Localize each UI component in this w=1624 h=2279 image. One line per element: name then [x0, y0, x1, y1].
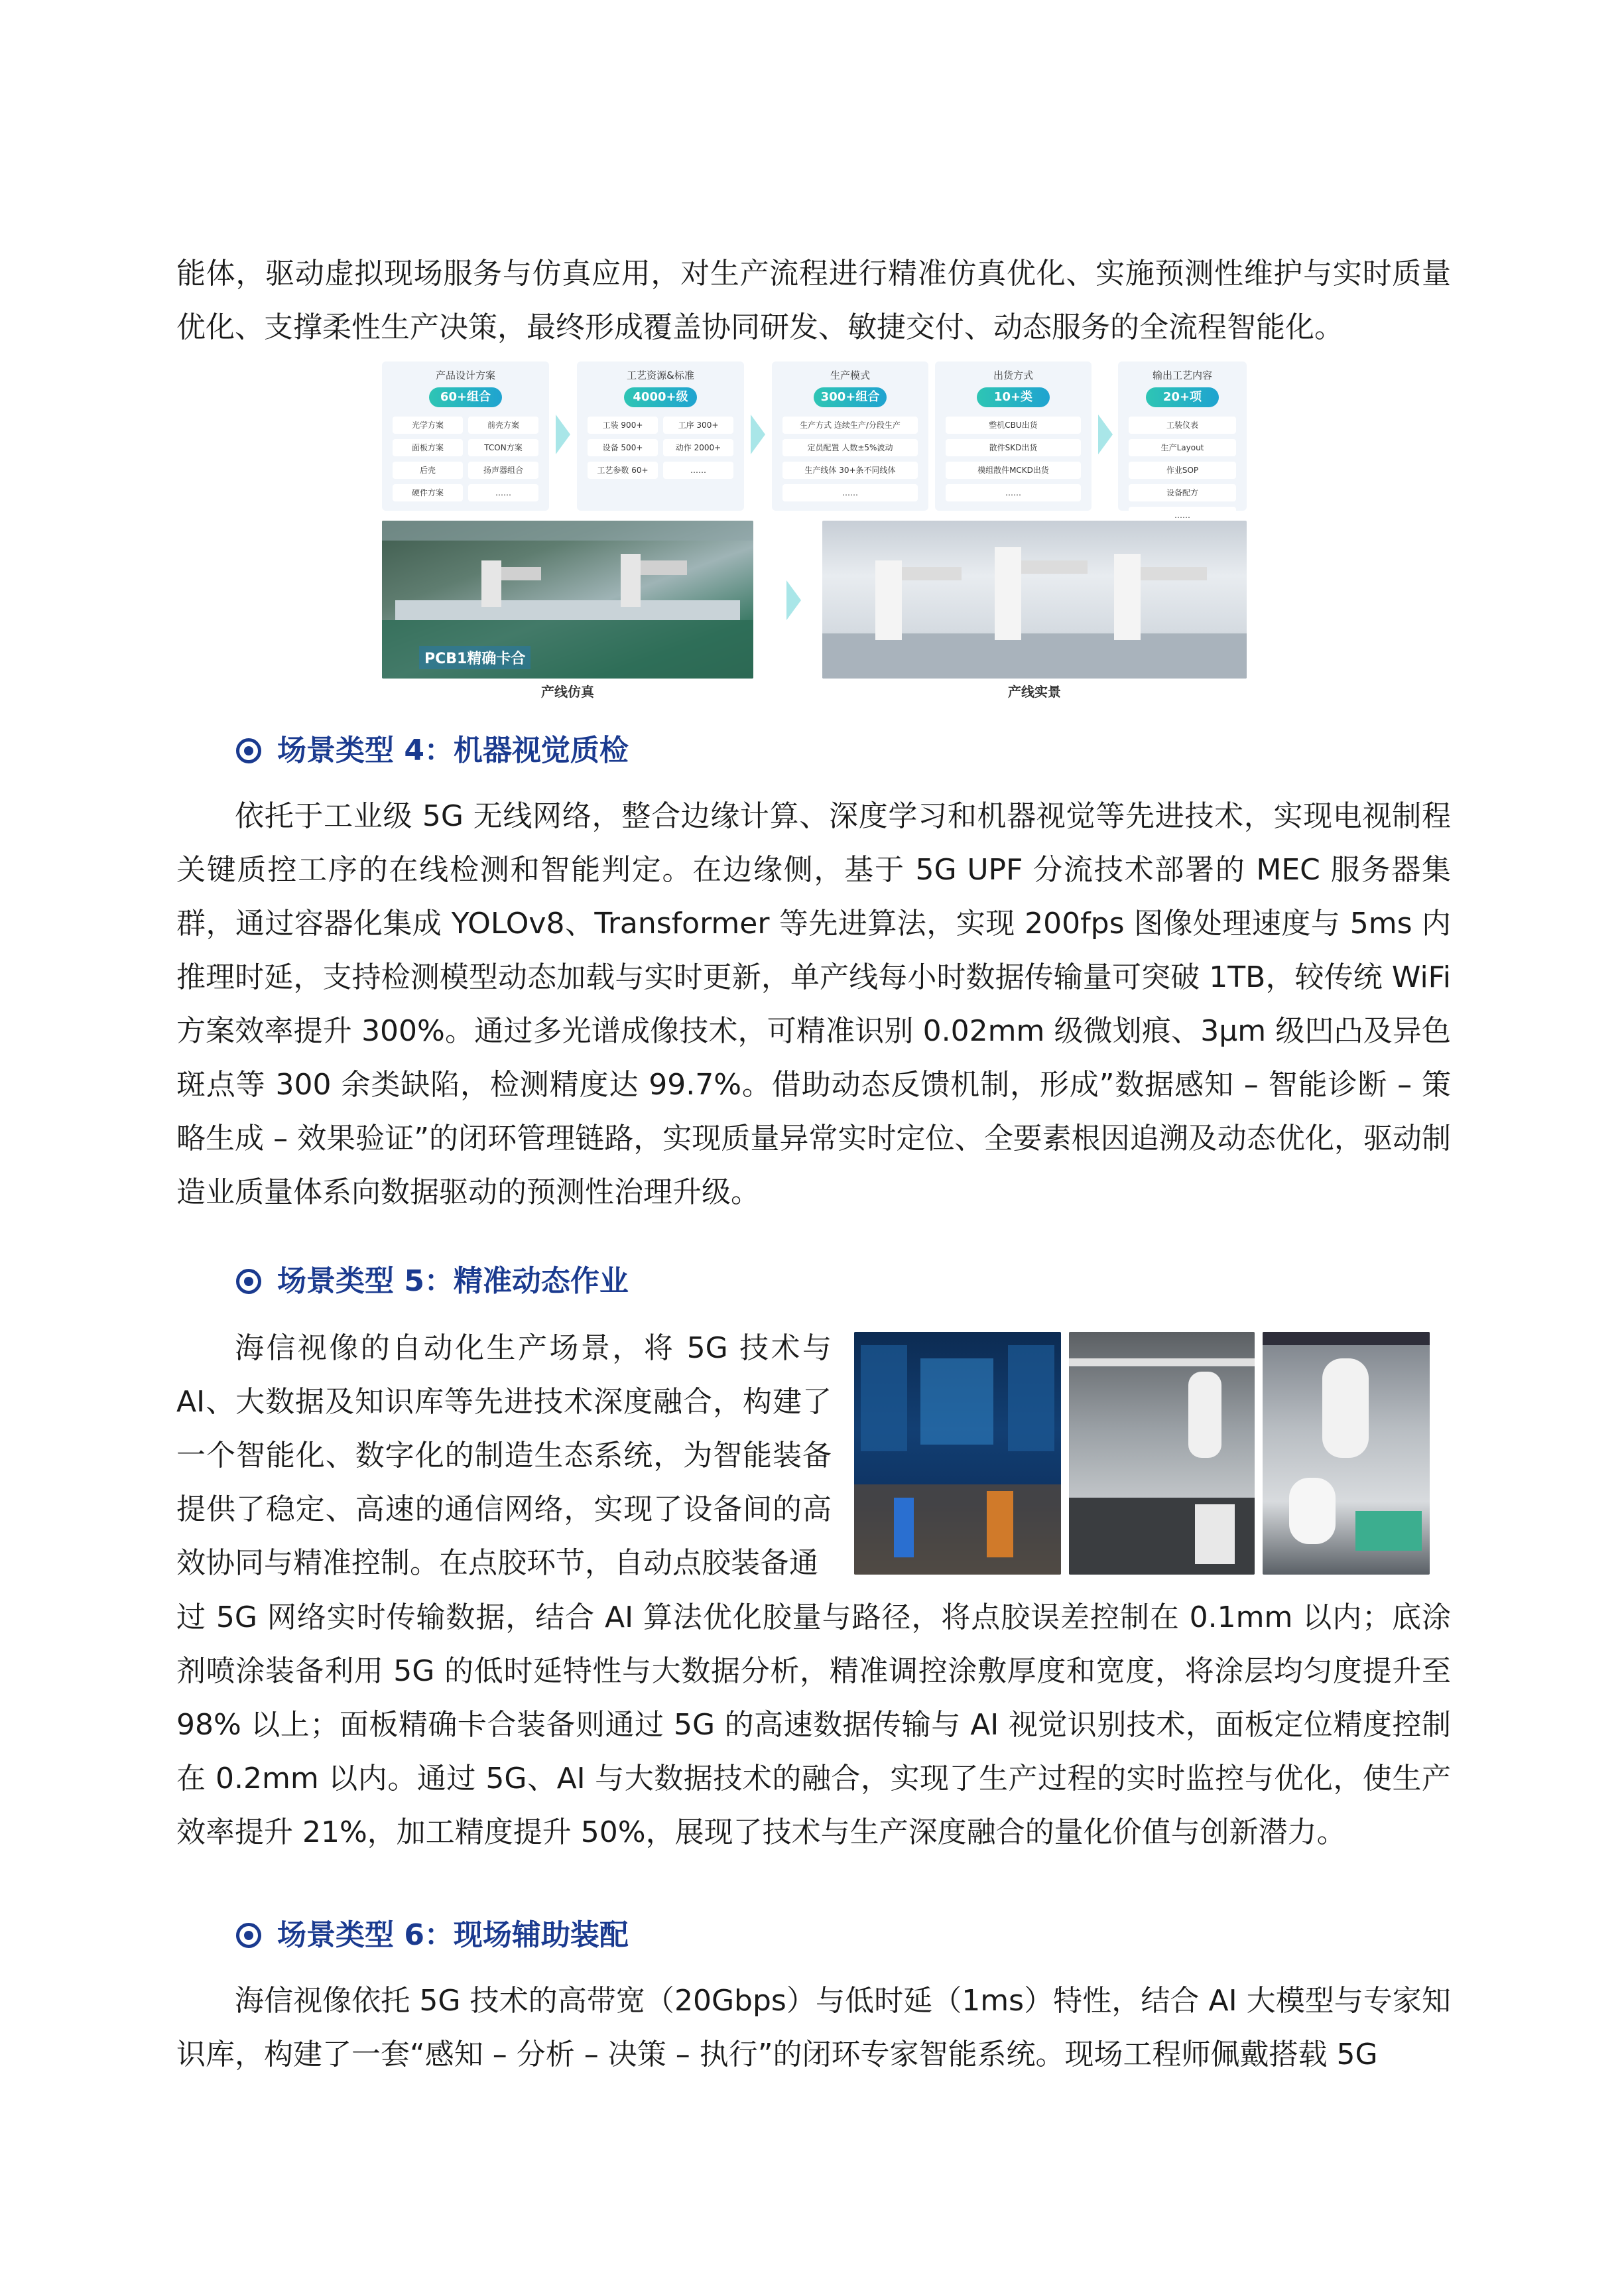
flow-column-process-resources: 工艺资源&标准 4000+级 工装 900+ 工序 300+ 设备 500+ 动作 2000+ 工艺参数 60+ ……	[577, 361, 744, 511]
caption-real: 产线实景	[1008, 684, 1061, 700]
simulation-image-label: PCB1精确卡合	[419, 646, 531, 669]
target-bullet-icon	[236, 738, 261, 763]
flow-arrow	[751, 415, 765, 454]
flow-arrow	[1098, 415, 1113, 454]
flow-column-shipment: 出货方式 10+类 整机CBU出货 散件SKD出货 模组散件MCKD出货 ……	[935, 361, 1092, 511]
production-line-simulation-image	[382, 521, 753, 679]
flow-column-production-mode: 生产模式 300+组合 生产方式 连续生产/分段生产 定员配置 人数±5%波动 生产线体 30+条不同线体 ……	[772, 361, 928, 511]
heading-scenario-4: 场景类型 4：机器视觉质检	[236, 731, 629, 771]
flow-column-product-design: 产品设计方案 60+组合 光学方案 前壳方案 面板方案 TCON方案 后壳 扬声器组合 硬件方案 ……	[382, 361, 549, 511]
production-simulation-figure	[382, 361, 1247, 700]
target-bullet-icon	[236, 1923, 261, 1948]
smart-factory-dashboard-image	[854, 1332, 1061, 1575]
paragraph-intro-continued: 能体，驱动虚拟现场服务与仿真应用，对生产流程进行精准仿真优化、实施预测性维护与实时质量优化、支撑柔性生产决策，最终形成覆盖协同研发、敏捷交付、动态服务的全流程智能化。	[176, 257, 1451, 344]
target-bullet-icon	[236, 1269, 261, 1294]
cleanroom-graphic	[1069, 1332, 1255, 1575]
paragraph-scenario-4: 依托于工业级 5G 无线网络，整合边缘计算、深度学习和机器视觉等先进技术，实现电视制程关键质控工序的在线检测和智能判定。在边缘侧，基于 5G UPF 分流技术部署的 MEC 服务器集群，通过容器化集成 YOLOv8、Transformer 等先进算法，实现 200fps 图像处理速度与 5ms 内推理时延，支持检测模型动态加载与实时更新，单产线每小时数据传输量可突破 1TB，较传统 WiFi 方案效率提升 300%。通过多光谱成像技术，可精准识别 0.02mm 级微划痕、3μm 级凹凸及异色斑点等 300 余类缺陷，检测精度达 99.7%。借助动态反馈机制，形成”数据感知 – 智能诊断 – 策略生成 – 效果验证”的闭环管理链路，实现质量异常实时定位、全要素根因追溯及动态优化，驱动制造业质量体系向数据驱动的预测性治理升级。	[176, 799, 1451, 1209]
paragraph-scenario-5-part1: 海信视像的自动化生产场景，将 5G 技术与 AI、大数据及知识库等先进技术深度融合，构建了一个智能化、数字化的制造生态系统，为智能装备提供了稳定、高速的通信网络，实现了设备间的高效协同与精准控制。在点胶环节，自动点胶装备通	[176, 1331, 832, 1580]
paragraph-scenario-5-part2: 过 5G 网络实时传输数据，结合 AI 算法优化胶量与路径，将点胶误差控制在 0.1mm 以内；底涂剂喷涂装备利用 5G 的低时延特性与大数据分析，精准调控涂敷厚度和宽度，将涂层均匀度提升至 98% 以上；面板精确卡合装备则通过 5G 的高速数据传输与 AI 视觉识别技术，面板定位精度控制在 0.2mm 以内。通过 5G、AI 与大数据技术的融合，实现了生产过程的实时监控与优化，使生产效率提升 21%，加工精度提升 50%，展现了技术与生产深度融合的量化价值与创新潜力。	[176, 1600, 1451, 1849]
real-factory-graphic	[822, 521, 1247, 679]
heading-scenario-6: 场景类型 6：现场辅助装配	[236, 1916, 629, 1955]
flow-arrow	[556, 415, 570, 454]
production-line-real-image	[822, 521, 1247, 679]
assembly-graphic	[1263, 1332, 1430, 1575]
assembly-workers-image	[1263, 1332, 1430, 1575]
caption-simulation: 产线仿真	[541, 684, 594, 700]
flow-column-output-process: 输出工艺内容 20+项 工装仪表 生产Layout 作业SOP 设备配方 ……	[1118, 361, 1247, 511]
paragraph-scenario-6: 海信视像依托 5G 技术的高带宽（20Gbps）与低时延（1ms）特性，结合 AI 大模型与专家知识库，构建了一套“感知 – 分析 – 决策 – 执行”的闭环专家智能系统。现场工程师佩戴搭载 5G	[176, 1984, 1451, 2071]
dashboard-graphic	[854, 1332, 1061, 1575]
flow-arrow	[786, 580, 801, 620]
heading-scenario-5: 场景类型 5：精准动态作业	[236, 1262, 629, 1301]
cleanroom-workers-image	[1069, 1332, 1255, 1575]
